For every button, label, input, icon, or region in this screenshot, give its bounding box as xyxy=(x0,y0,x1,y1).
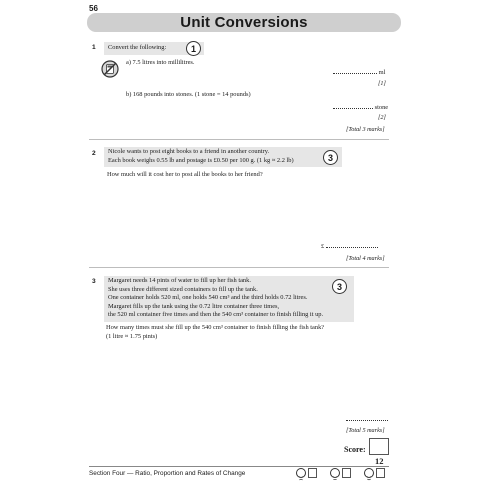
footer-section-title: Section Four — Ratio, Proportion and Rates of Change xyxy=(89,470,246,477)
self-assessment-checkbox-sad[interactable] xyxy=(308,468,317,478)
self-assessment-neutral xyxy=(330,468,351,478)
question-3-prompt-line-2: (1 litre ≈ 1.75 pints) xyxy=(106,332,158,340)
self-assessment-checkbox-happy[interactable] xyxy=(376,468,385,478)
answer-unit-1b: stone xyxy=(374,104,389,111)
question-3-line-4: Margaret fills up the tank using the 0.72 litre container three times, xyxy=(108,302,280,310)
question-1b-mark: [2] xyxy=(378,114,386,121)
no-calculator-icon xyxy=(101,60,119,78)
self-assessment-checkbox-neutral[interactable] xyxy=(342,468,351,478)
question-2-total: [Total 4 marks] xyxy=(346,255,385,262)
happy-face-icon xyxy=(364,468,374,478)
answer-currency-2: £ xyxy=(321,243,325,250)
neutral-face-icon xyxy=(330,468,340,478)
separator-2 xyxy=(89,267,389,268)
title-bar xyxy=(87,13,401,32)
question-3-line-5: the 520 ml container five times and then the 540 cm³ container to finish filling it up. xyxy=(108,311,324,319)
question-3-badge: 3 xyxy=(332,279,347,294)
score-label: Score: xyxy=(344,445,366,454)
answer-line-3[interactable] xyxy=(346,416,388,425)
page-title: Unit Conversions xyxy=(180,14,308,31)
question-1a-text: a) 7.5 litres into millilitres. xyxy=(126,59,195,66)
answer-line-1b[interactable] xyxy=(333,104,388,113)
question-2-prompt: How much will it cost her to post all the books to her friend? xyxy=(107,171,263,178)
question-3-prompt xyxy=(106,324,324,341)
separator-1 xyxy=(89,139,389,140)
question-1-number: 1 xyxy=(92,44,96,51)
question-1-badge: 1 xyxy=(186,41,201,56)
question-1b-text: b) 168 pounds into stones. (1 stone = 14 pounds) xyxy=(126,91,251,98)
question-2-info-box xyxy=(104,147,342,167)
question-2-line-1: Nicole wants to post eight books to a friend in another country. xyxy=(108,148,270,155)
answer-unit-1a: ml xyxy=(378,69,386,76)
answer-line-2[interactable] xyxy=(321,243,378,252)
self-assessment-happy xyxy=(364,468,385,478)
question-3-total: [Total 5 marks] xyxy=(346,427,385,434)
question-3-line-3: One container holds 520 ml, one holds 540 cm³ and the third holds 0.72 litres. xyxy=(108,294,308,302)
question-2-number: 2 xyxy=(92,150,96,157)
sad-face-icon xyxy=(296,468,306,478)
question-3-info-box xyxy=(104,276,354,322)
page-number: 56 xyxy=(89,4,98,13)
footer-rule xyxy=(89,466,389,467)
question-1a-mark: [1] xyxy=(378,80,386,87)
question-3-number: 3 xyxy=(92,278,96,285)
score-box[interactable] xyxy=(369,438,389,455)
question-1-intro: Convert the following: xyxy=(108,44,167,51)
question-1-total: [Total 3 marks] xyxy=(346,126,385,133)
question-2-badge: 3 xyxy=(323,150,338,165)
score-total: 12 xyxy=(375,456,384,466)
answer-line-1a[interactable] xyxy=(333,69,385,78)
question-3-line-1: Margaret needs 14 pints of water to fill up her fish tank. xyxy=(108,277,251,284)
question-2-line-2: Each book weighs 0.55 lb and postage is £0.50 per 100 g. (1 kg ≈ 2.2 lb) xyxy=(108,156,294,164)
question-3-prompt-line-1: How many times must she fill up the 540 cm³ container to finish filling the fish tank? xyxy=(106,324,325,331)
self-assessment-sad xyxy=(296,468,317,478)
question-3-line-2: She uses three different sized containers to fill up the tank. xyxy=(108,285,258,293)
